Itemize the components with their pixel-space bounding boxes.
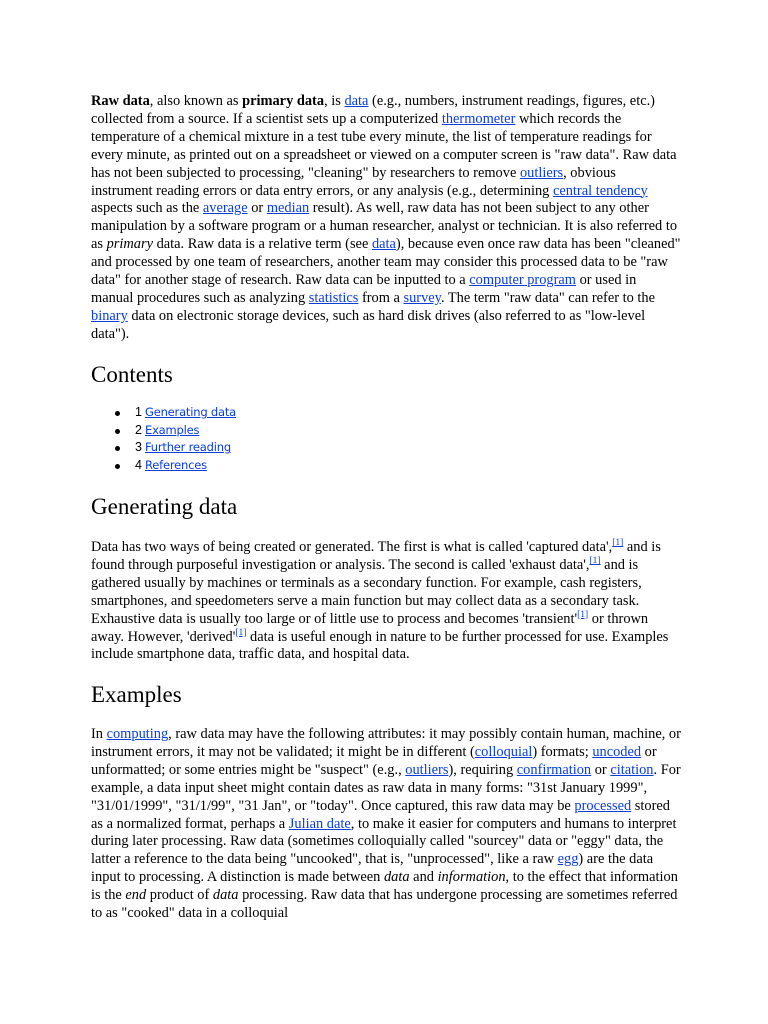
term-end: end bbox=[125, 887, 147, 904]
text: or used in manual procedures such as analyzing bbox=[91, 272, 637, 306]
generating-section bbox=[91, 539, 681, 664]
text: product of bbox=[146, 887, 213, 904]
toc-link-generating-data[interactable]: Generating data bbox=[145, 405, 236, 419]
generating-heading-block bbox=[91, 493, 681, 521]
text: which records the temperature of a chemical mixture in a test tube every minute, the list of temperature readings for every minute, as printed out on a spreadsheet or viewed on a computer screen is "raw data". Raw data has not been subjected to processing, "cleaning" by researchers to remove bbox=[91, 110, 677, 181]
text: ) are the data input to processing. A distinction is made between bbox=[91, 851, 654, 886]
text: ), requiring bbox=[448, 761, 517, 778]
link-citation[interactable]: citation bbox=[610, 761, 654, 778]
contents-section bbox=[91, 361, 681, 389]
text: or bbox=[591, 761, 611, 778]
link-thermometer[interactable]: thermometer bbox=[441, 110, 516, 127]
text: data on electronic storage devices, such as hard disk drives (also referred to as "low-level data"). bbox=[91, 307, 646, 342]
toc-number: 4 bbox=[135, 457, 142, 472]
text: and is gathered usually by machines or terminals as a secondary function. For example, cash registers, smartphones, and speedometers serve a main function but may collect data as a secondary task. Exhaustive data is usually too large or of little use to process and becomes 'transient' bbox=[91, 556, 642, 627]
citation-link[interactable]: [1] bbox=[612, 538, 624, 548]
text: (e.g., numbers, instrument readings, figures, etc.) collected from a source. If a scientist sets up a computerized bbox=[91, 93, 655, 127]
intro-paragraph bbox=[91, 93, 681, 344]
link-julian-date[interactable]: Julian date bbox=[288, 815, 351, 832]
examples-paragraph bbox=[91, 726, 681, 923]
text: , is bbox=[324, 93, 345, 109]
generating-paragraph bbox=[91, 539, 681, 664]
link-egg[interactable]: egg bbox=[557, 851, 579, 868]
citation-link[interactable]: [1] bbox=[235, 627, 247, 638]
term-raw-data: Raw data bbox=[91, 93, 150, 109]
link-survey[interactable]: survey bbox=[403, 289, 441, 306]
term-data-2: data bbox=[212, 887, 239, 904]
toc-link-examples[interactable]: Examples bbox=[145, 422, 200, 437]
link-data-2[interactable]: data bbox=[371, 236, 396, 253]
link-uncoded[interactable]: uncoded bbox=[592, 743, 642, 760]
link-computer-program[interactable]: computer program bbox=[469, 272, 576, 289]
text: . The term "raw data" can refer to the bbox=[440, 289, 655, 306]
text: , obvious instrument reading errors or data entry errors, or any analysis (e.g., determining bbox=[91, 164, 616, 199]
link-binary[interactable]: binary bbox=[91, 307, 128, 324]
toc-list-container bbox=[91, 404, 681, 474]
bullet-icon bbox=[115, 464, 120, 469]
text: In bbox=[91, 726, 107, 742]
term-data: data bbox=[383, 869, 410, 886]
term-primary: primary bbox=[106, 236, 153, 253]
bullet-icon bbox=[115, 446, 120, 451]
toc-number: 3 bbox=[135, 440, 142, 455]
term-information: information bbox=[437, 869, 506, 886]
link-processed[interactable]: processed bbox=[574, 797, 632, 814]
link-statistics[interactable]: statistics bbox=[308, 289, 359, 306]
citation-link[interactable]: [1] bbox=[577, 609, 589, 620]
toc-number: 2 bbox=[135, 422, 142, 437]
toc-link-references[interactable]: References bbox=[145, 457, 207, 472]
toc-item bbox=[91, 439, 681, 457]
toc-link-further-reading[interactable]: Further reading bbox=[145, 440, 231, 455]
examples-heading-block bbox=[91, 681, 681, 709]
text: from a bbox=[358, 289, 404, 306]
text: or thrown away. However, 'derived' bbox=[91, 610, 649, 645]
link-average[interactable]: average bbox=[202, 200, 248, 217]
link-outliers[interactable]: outliers bbox=[519, 164, 564, 181]
text: and is found through purposeful investigation or analysis. The second is called 'exhaust data', bbox=[91, 539, 661, 573]
generating-data-heading: Generating data bbox=[91, 494, 238, 519]
text: Data has two ways of being created or generated. The first is what is called 'captured data', bbox=[91, 539, 613, 555]
link-data[interactable]: data bbox=[344, 93, 369, 109]
examples-section bbox=[91, 726, 681, 923]
text: or unformatted; or some entries might be "suspect" (e.g., bbox=[91, 743, 657, 778]
text: or bbox=[247, 200, 267, 217]
link-central-tendency[interactable]: central tendency bbox=[552, 182, 648, 199]
examples-heading: Examples bbox=[91, 682, 182, 707]
bullet-icon bbox=[115, 429, 120, 434]
text: and bbox=[409, 869, 438, 886]
toc-item bbox=[91, 404, 681, 422]
text: . For example, a data input sheet might contain dates as raw data in many forms: "31st January 1999", "31/01/1999", "31/1/99", "31 Jan", or "today". Once captured, this raw data may be bbox=[91, 761, 681, 814]
text: , to make it easier for computers and humans to interpret during later processing. Raw data (sometimes colloquially called "sourcey" data or "eggy" data, the latter a reference to the data being "uncooked", that is, "unprocessed", like a raw bbox=[91, 815, 677, 868]
intro-section bbox=[91, 93, 681, 344]
link-outliers-2[interactable]: outliers bbox=[405, 761, 449, 778]
text: , raw data may have the following attributes: it may possibly contain human, machine, or instrument errors, it may not be validated; it might be in different ( bbox=[91, 726, 681, 760]
text: data. Raw data is a relative term (see bbox=[152, 236, 372, 253]
text: stored as a normalized format, perhaps a bbox=[91, 797, 670, 832]
text: ), because even once raw data has been "cleaned" and processed by one team of researchers, another team may consider this processed data to be "raw data" for another stage of research. Raw data can be inputted to a bbox=[91, 236, 681, 289]
toc-item bbox=[91, 422, 681, 440]
toc-item bbox=[91, 457, 681, 475]
text: , to the effect that information is the bbox=[91, 869, 678, 904]
link-colloquial[interactable]: colloquial bbox=[474, 743, 533, 760]
citation-link[interactable]: [1] bbox=[589, 555, 601, 566]
toc-number: 1 bbox=[135, 405, 142, 419]
text: ) formats; bbox=[532, 743, 593, 760]
text: result). As well, raw data has not been subject to any other manipulation by a software program or a human researcher, analyst or technician. It is also referred to as bbox=[91, 200, 678, 253]
term-primary-data: primary data bbox=[242, 93, 325, 109]
link-median[interactable]: median bbox=[266, 200, 310, 217]
toc-list bbox=[91, 404, 681, 474]
contents-heading: Contents bbox=[91, 362, 173, 387]
link-computing[interactable]: computing bbox=[106, 726, 169, 742]
text: , also known as bbox=[149, 93, 243, 109]
bullet-icon bbox=[115, 411, 120, 416]
text: aspects such as the bbox=[91, 200, 203, 217]
text: data is useful enough in nature to be further processed for use. Examples include smartphone data, traffic data, and hospital data. bbox=[91, 628, 669, 663]
text: processing. Raw data that has undergone processing are sometimes referred to as "cooked" data in a colloquial bbox=[91, 887, 678, 922]
link-confirmation[interactable]: confirmation bbox=[516, 761, 592, 778]
